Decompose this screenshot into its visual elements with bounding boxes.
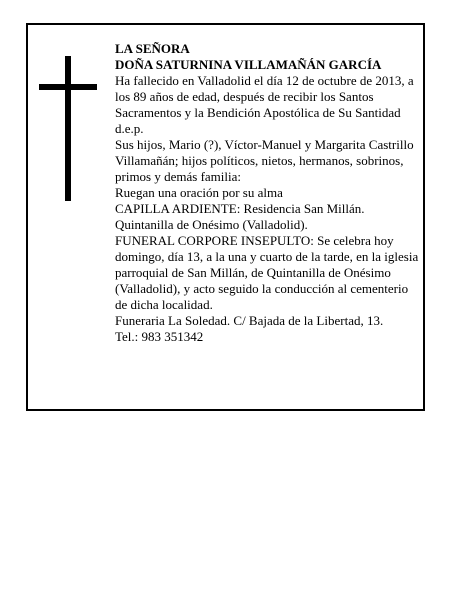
funeral-home-address: Funeraria La Soledad. C/ Bajada de la Libertad, 13. [115,313,384,328]
obituary-notice [26,23,425,411]
notice-heading-name: DOÑA SATURNINA VILLAMAÑÁN GARCÍA [115,57,382,72]
death-announcement: Ha fallecido en Valladolid el día 12 de octubre de 2013, a los 89 años de edad, después de recibir los Santos Sacramentos y la Bendición Apostólica de Su Santidad d.e.p. [115,73,414,136]
cross-vertical-bar [65,56,71,201]
funeral-chapel: CAPILLA ARDIENTE: Residencia San Millán. Quintanilla de Onésimo (Valladolid). [115,201,365,232]
family-list: Sus hijos, Mario (?), Víctor-Manuel y Margarita Castrillo Villamañán; hijos políticos, nietos, hermanos, sobrinos, primos y demás familia: [115,137,414,184]
cross-icon [39,56,97,201]
funeral-home-phone: Tel.: 983 351342 [115,329,204,344]
cross-horizontal-bar [39,84,97,90]
notice-text [115,41,420,345]
notice-heading-title: LA SEÑORA [115,41,190,56]
funeral-service: FUNERAL CORPORE INSEPULTO: Se celebra hoy domingo, día 13, a la una y cuarto de la tarde, en la iglesia parroquial de San Millán, de Quintanilla de Onésimo (Valladolid), y acto seguido la conducción al cementerio de dicha localidad. [115,233,419,312]
prayer-request: Ruegan una oración por su alma [115,185,283,200]
